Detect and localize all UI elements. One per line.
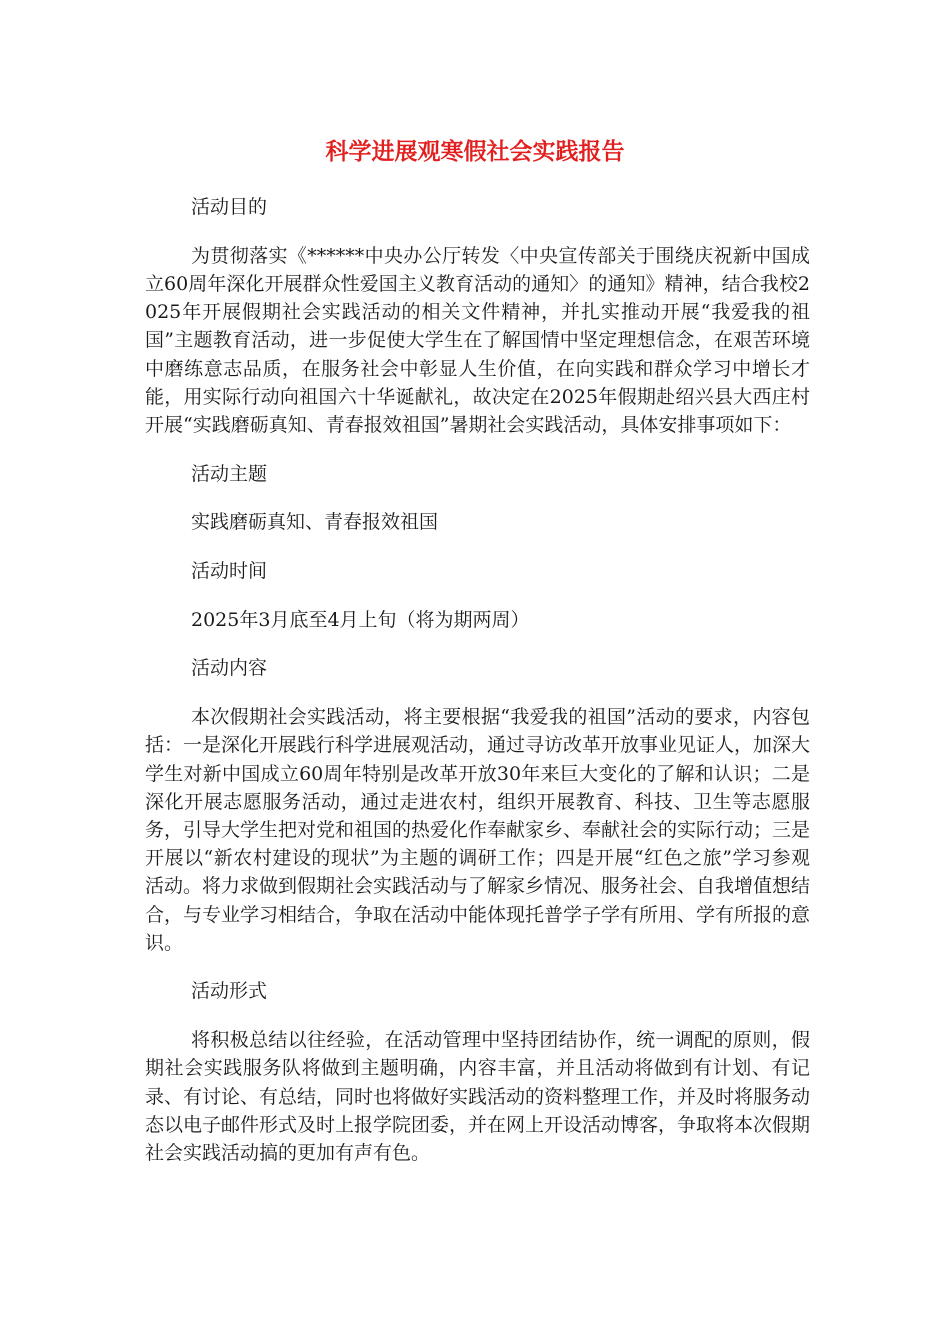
section-heading-time: 活动时间: [191, 560, 268, 583]
paragraph-form: 将积极总结以往经验，在活动管理中坚持团结协作，统一调配的原则，假期社会实践服务队将做到主题明确，内容丰富，并且活动将做到有计划、有记录、有讨论、有总结，同时也将做好实践活动的资料整理工作，并及时将服务动态以电子邮件形式及时上报学院团委，并在网上开设活动博客，争取将本次假期社会实践活动搞的更加有声有色。: [145, 1029, 811, 1164]
document-body: [145, 193, 810, 1188]
paragraph-content: 本次假期社会实践活动，将主要根据“我爱我的祖国”活动的要求，内容包括：一是深化开展践行科学进展观活动，通过寻访改革开放事业见证人，加深大学生对新中国成立60周年特别是改革开放30年来巨大变化的了解和认识；二是深化开展志愿服务活动，通过走进农村，组织开展教育、科技、卫生等志愿服务，引导大学生把对党和祖国的热爱化作奉献家乡、奉献社会的实际行动；三是开展以“新农村建设的现状”为主题的调研工作；四是开展“红色之旅”学习参观活动。将力求做到假期社会实践活动与了解家乡情况、服务社会、自我增值想结合，与专业学习相结合，争取在活动中能体现托普学子学有所用、学有所报的意识。: [145, 706, 811, 954]
section-heading-purpose: 活动目的: [191, 196, 268, 218]
section-heading-theme: 活动主题: [191, 462, 268, 485]
section-heading-content: 活动内容: [191, 657, 268, 680]
paragraph-theme: 实践磨砺真知、青春报效祖国: [191, 511, 439, 534]
paragraph-time: 2025年3月底至4月上旬（将为期两周）: [191, 608, 530, 631]
document-title: 科学进展观寒假社会实践报告: [325, 139, 625, 165]
paragraph-purpose: 为贯彻落实《******中央办公厅转发〈中央宣传部关于围绕庆祝新中国成立60周年深化开展群众性爱国主义教育活动的通知〉的通知》精神，结合我校2025年开展假期社会实践活动的相关文件精神，并扎实推动开展“我爱我的祖国”主题教育活动，进一步促使大学生在了解国情中坚定理想信念，在艰苦环境中磨练意志品质，在服务社会中彰显人生价值，在向实践和群众学习中增长才能，用实际行动向祖国六十华诞献礼，故决定在2025年假期赴绍兴县大西庄村开展“实践磨砺真知、青春报效祖国”暑期社会实践活动，具体安排事项如下：: [145, 244, 810, 436]
section-heading-form: 活动形式: [191, 980, 268, 1003]
